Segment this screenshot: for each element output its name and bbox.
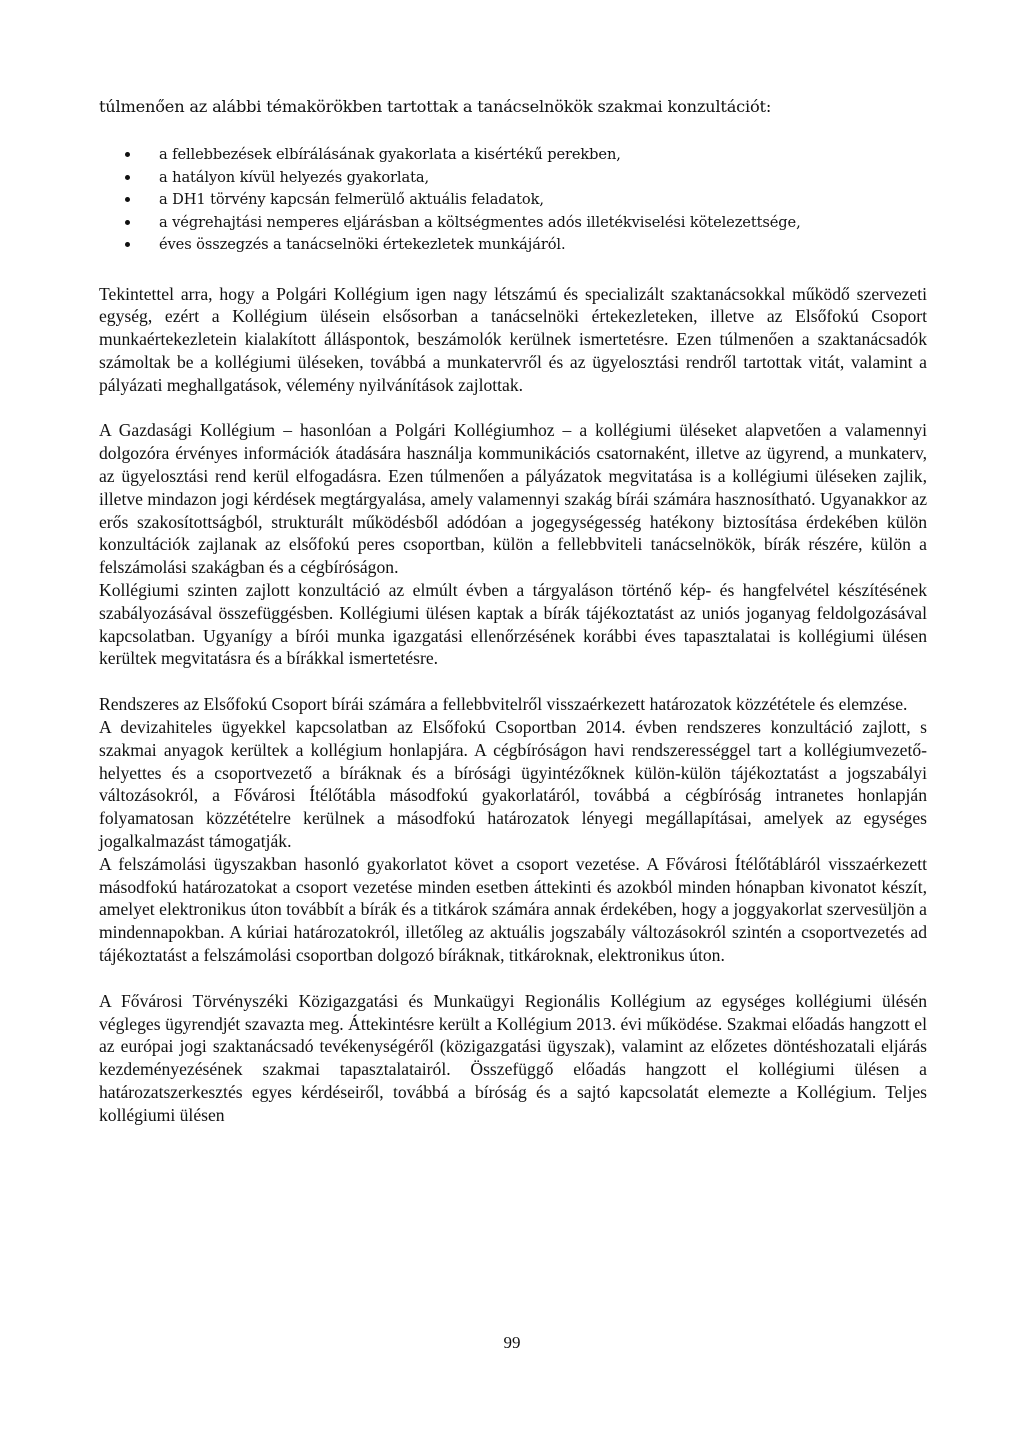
list-item: a DH1 törvény kapcsán felmerülő aktuális feladatok, xyxy=(99,189,927,212)
bullet-icon xyxy=(125,175,130,180)
intro-line: túlmenően az alábbi témakörökben tartottak a tanácselnökök szakmai konzultációt: xyxy=(99,97,772,116)
paragraph-kollegiumi-konzultacio: Kollégiumi szinten zajlott konzultáció az elmúlt évben a tárgyaláson történő kép- és hangfelvétel készítésének szabályozásával összefüggésben. Kollégiumi ülésen kaptak a bírák tájékoztatást az uniós joganyag feldolgozásával kapcsolatban. Ugyanígy a bírói munka igazgatási ellenőrzésének korábbi éves tapasztalatai is kollégiumi ülésen kerültek megvitatásra és a bírákkal ismertetésre. xyxy=(99,580,927,669)
paragraph-elsofoku-csoport: Rendszeres az Elsőfokú Csoport bírái számára a fellebbvitelről visszaérkezett határozatok közzététele és elemzése. xyxy=(99,694,908,715)
bullet-icon xyxy=(125,152,130,157)
paragraph-kozigazgatasi-kollegium: A Fővárosi Törvényszéki Közigazgatási és Munkaügyi Regionális Kollégium az egységes kollégiumi ülésén végleges ügyrendjét szavazta meg. Áttekintésre került a Kollégium 2013. évi működése. Szakmai előadás hangzott el az európai jogi szaktanácsadó tevékenységéről (közigazgatási ügyszak), valamint az előzetes döntéshozatali eljárás kezdeményezésének szakmai tapasztalatairól. Összefüggő előadás hangzott el kollégiumi ülésen a határozatszerkesztés egyes kérdéseiről, továbbá a bíróság és a sajtó kapcsolatát elemezte a Kollégium. Teljes kollégiumi ülésen xyxy=(99,990,927,1125)
paragraph-polgari-kollegium: Tekintettel arra, hogy a Polgári Kollégium igen nagy létszámú és specializált szaktanácsokkal működő szervezeti egység, ezért a Kollégium ülésein elsősorban a tanácselnöki értekezleteken, illetve az Elsőfokú Csoport munkaértekezletein kialakított álláspontok, beszámolók kerülnek ismertetésre. Ezen túlmenően a szaktanácsadók számoltak be a kollégiumi üléseken, továbbá a munkatervről és az ügyelosztási rendről tartottak vitát, valamint a pályázati meghallgatások, vélemény nyilvánítások zajlottak. xyxy=(99,283,927,395)
paragraph-devizahiteles: A devizahiteles ügyekkel kapcsolatban az Elsőfokú Csoportban 2014. évben rendszeres konzultáció zajlott, s szakmai anyagok kerültek a kollégium honlapjára. A cégbíróságon havi rendszerességgel tart a kollégiumvezető-helyettes és a csoportvezető a bíráknak és a bírósági ügyintézőknek külön-külön tájékoztatást a jogszabályi változásokról, a Fővárosi Ítélőtábla másodfokú gyakorlatáról, továbbá a cégbíróság intranetes honlapján folyamatosan közzétételre kerülnek a másodfokú határozatok lényegi megállapításai, amelyek az egységes jogalkalmazást támogatják. xyxy=(99,717,927,852)
topic-list xyxy=(99,144,927,257)
list-item: a hatályon kívül helyezés gyakorlata, xyxy=(99,167,927,190)
document-body xyxy=(99,96,927,1127)
list-item: éves összegzés a tanácselnöki értekezletek munkájáról. xyxy=(99,234,927,257)
paragraph-felszamolasi: A felszámolási ügyszakban hasonló gyakorlatot követ a csoport vezetése. A Fővárosi Ítélőtábláról visszaérkezett másodfokú határozatokat a csoport vezetése minden esetben áttekinti és azokból minden hónapban kivonatot készít, amelyet elektronikus úton továbbít a bírák és a titkárok számára annak érdekében, hogy a joggyakorlat szervesüljön a mindennapokban. A kúriai határozatokról, illetőleg az aktuális jogszabály változásokról szintén a csoportvezetés ad tájékoztatást a felszámolási csoportban dolgozó bíráknak, titkároknak, elektronikus úton. xyxy=(99,853,927,966)
paragraph-gazdasagi-kollegium: A Gazdasági Kollégium – hasonlóan a Polgári Kollégiumhoz – a kollégiumi üléseket alapvetően a valamennyi dolgozóra érvényes információk átadására használja kommunikációs csatornaként, illetve az ügyrend, a munkaterv, az ügyelosztási rend kerül elfogadásra. Ezen túlmenően a pályázatok megvitatása is a kollégiumi üléseken zajlik, illetve mindazon jogi kérdések megtárgyalása, amely valamennyi szakág bírái számára hasznosítható. Ugyanakkor az erős szakosítottságból, strukturált működésből adódóan a jogegységesség hatékony biztosítása érdekében külön konzultációk zajlanak az elsőfokú peres csoportban, külön a fellebbviteli tanácselnökök, bírák részére, külön a felszámolási szakágban és a cégbíróságon. xyxy=(99,420,927,578)
list-item: a végrehajtási nemperes eljárásban a költségmentes adós illetékviselési kötelezettsége, xyxy=(99,212,927,235)
list-item: a fellebbezések elbírálásának gyakorlata a kisértékű perekben, xyxy=(99,144,927,167)
bullet-icon xyxy=(125,242,130,247)
bullet-icon xyxy=(125,220,130,225)
page-number: 99 xyxy=(503,1333,521,1352)
bullet-icon xyxy=(125,197,130,202)
